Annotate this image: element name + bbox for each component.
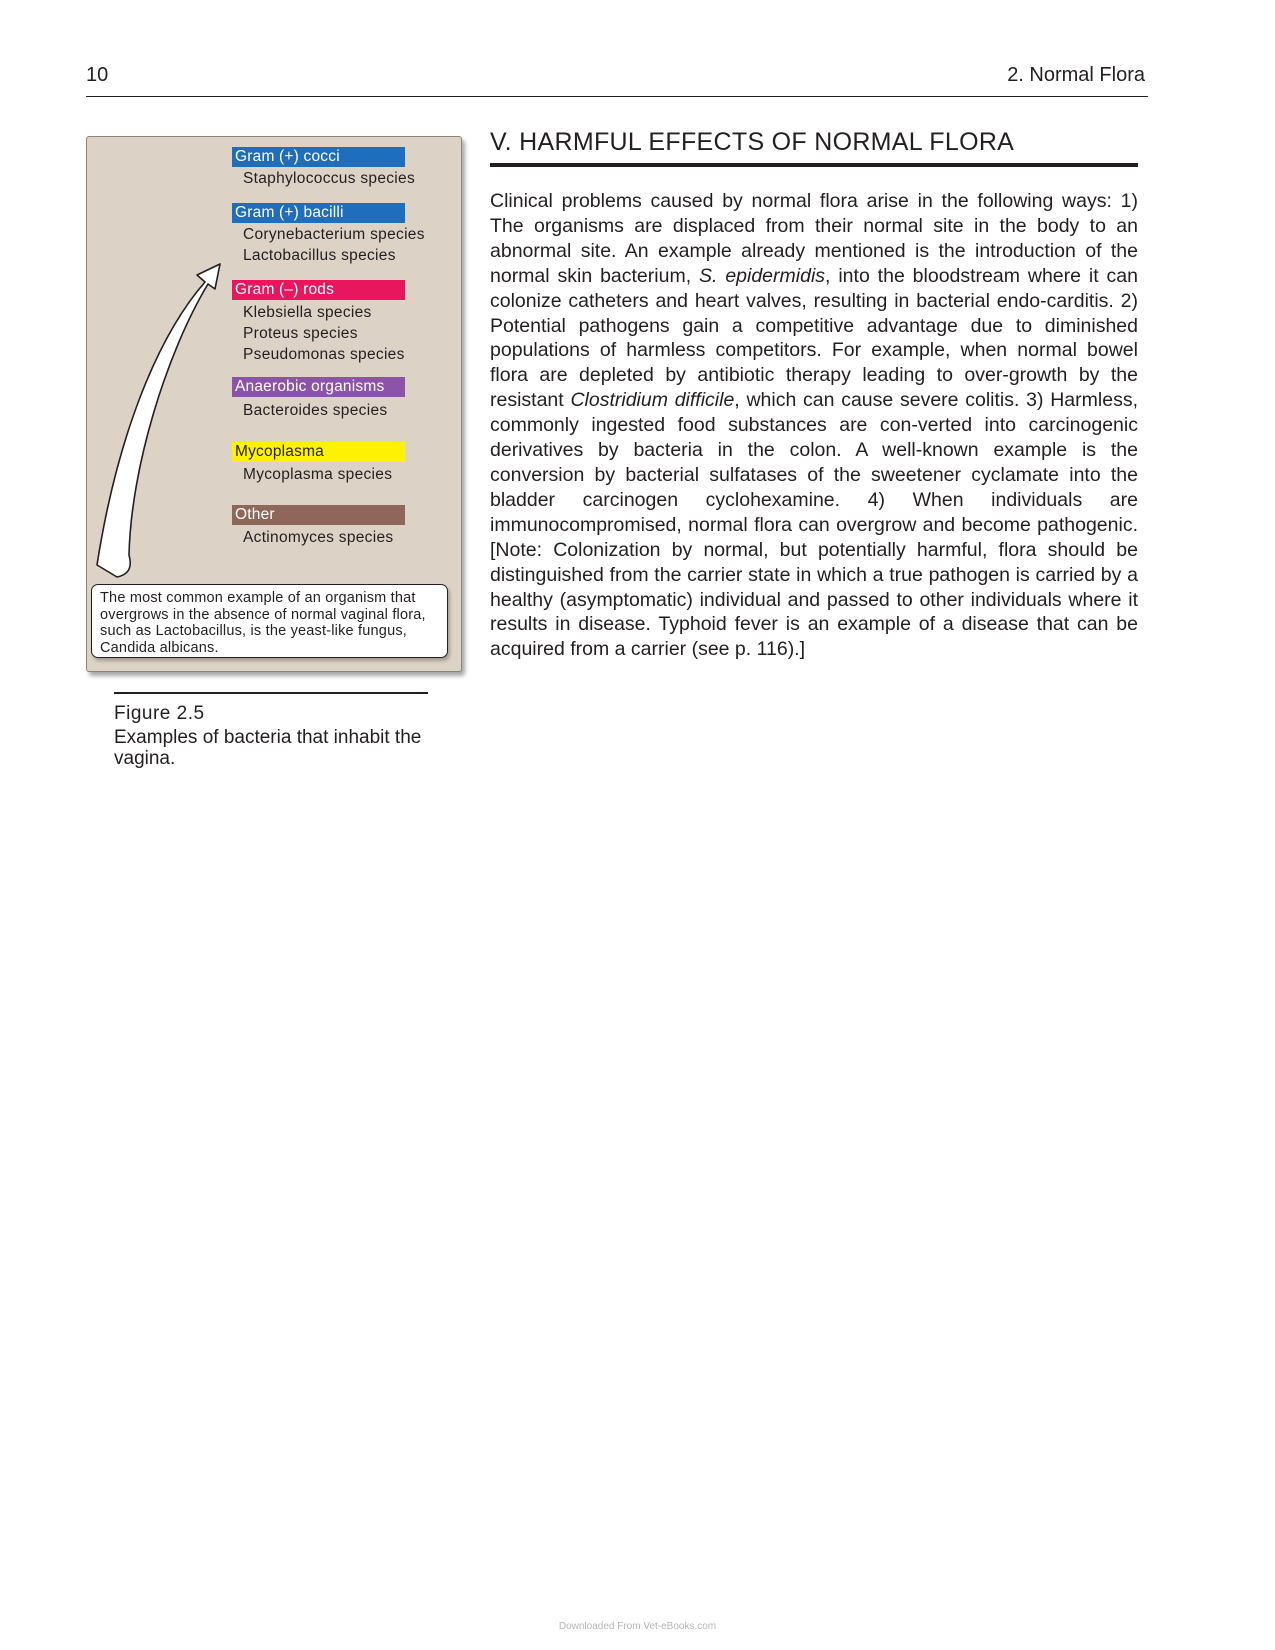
category-label-gram-positive-bacilli: Gram (+) bacilli — [232, 203, 405, 223]
species-item: Bacteroides species — [243, 402, 388, 419]
category-label-mycoplasma: Mycoplasma — [232, 442, 405, 462]
species-item: Corynebacterium species — [243, 226, 425, 243]
figure-callout: The most common example of an organism that overgrows in the absence of normal vaginal flora, such as Lactobacillus, is the yeast-like fungus, Candida albicans. — [91, 584, 448, 658]
header-rule — [86, 96, 1148, 97]
species-item: Mycoplasma species — [243, 466, 393, 483]
caption-rule — [114, 692, 428, 694]
footer-watermark: Downloaded From Vet-eBooks.com — [558, 1621, 717, 1632]
page-number: 10 — [86, 64, 109, 86]
category-label-anaerobic-organisms: Anaerobic organisms — [232, 377, 405, 397]
species-item: Proteus species — [243, 325, 358, 342]
species-item: Staphylococcus species — [243, 170, 416, 187]
section-heading: V. HARMFUL EFFECTS OF NORMAL FLORA — [490, 128, 1015, 156]
running-head: 2. Normal Flora — [1007, 64, 1145, 86]
organism-name: Clostridium difficile — [570, 389, 735, 412]
figure-caption-text: Examples of bacteria that inhabit the vagina. — [114, 727, 422, 769]
body-text-segment: , into the bloodstream where it can colonize catheters and heart valves, resulting in bacterial endo-carditis. 2) Potential pathogens gain a competitive advantage due to diminished populations of harmless competitors. For example, when normal bowel flora are depleted by antibiotic therapy leading to over-growth by the resistant — [490, 264, 1138, 412]
species-item: Lactobacillus species — [243, 247, 396, 264]
category-label-gram-positive-cocci: Gram (+) cocci — [232, 147, 405, 167]
category-label-gram-negative-rods: Gram (–) rods — [232, 280, 405, 300]
species-item: Actinomyces species — [243, 529, 394, 546]
figure-panel — [86, 136, 462, 672]
body-paragraph — [490, 189, 1138, 662]
body-text-segment: , which can cause severe colitis. 3) Harmless, commonly ingested food substances are con-verted into carcinogenic derivatives by bacteria in the colon. A well-known example is the conversion by bacterial sulfatases of the sweetener cyclamate into the bladder carcinogen cyclohexamine. 4) When individuals are immunocompromised, normal flora can overgrow and become pathogenic. [Note: Colonization by normal, but potentially harmful, flora should be distinguished from the carrier state in which a true pathogen is carried by a healthy (asymptomatic) individual and passed to other individuals where it results in disease. Typhoid fever is an example of a disease that can be acquired from a carrier (see p. 116).] — [490, 389, 1138, 661]
species-item: Klebsiella species — [243, 304, 372, 321]
body-text-segment: Clinical problems caused by normal flora arise in the following ways: 1) The organisms are displaced from their normal site in the body to an abnormal site. An example already mentioned is the introduction of the normal skin bacterium, — [490, 190, 1138, 287]
organism-name: S. epidermidis — [699, 264, 826, 287]
section-heading-rule — [490, 163, 1138, 167]
figure-caption-label: Figure 2.5 — [114, 703, 205, 724]
species-item: Pseudomonas species — [243, 346, 405, 363]
category-label-other: Other — [232, 505, 405, 525]
